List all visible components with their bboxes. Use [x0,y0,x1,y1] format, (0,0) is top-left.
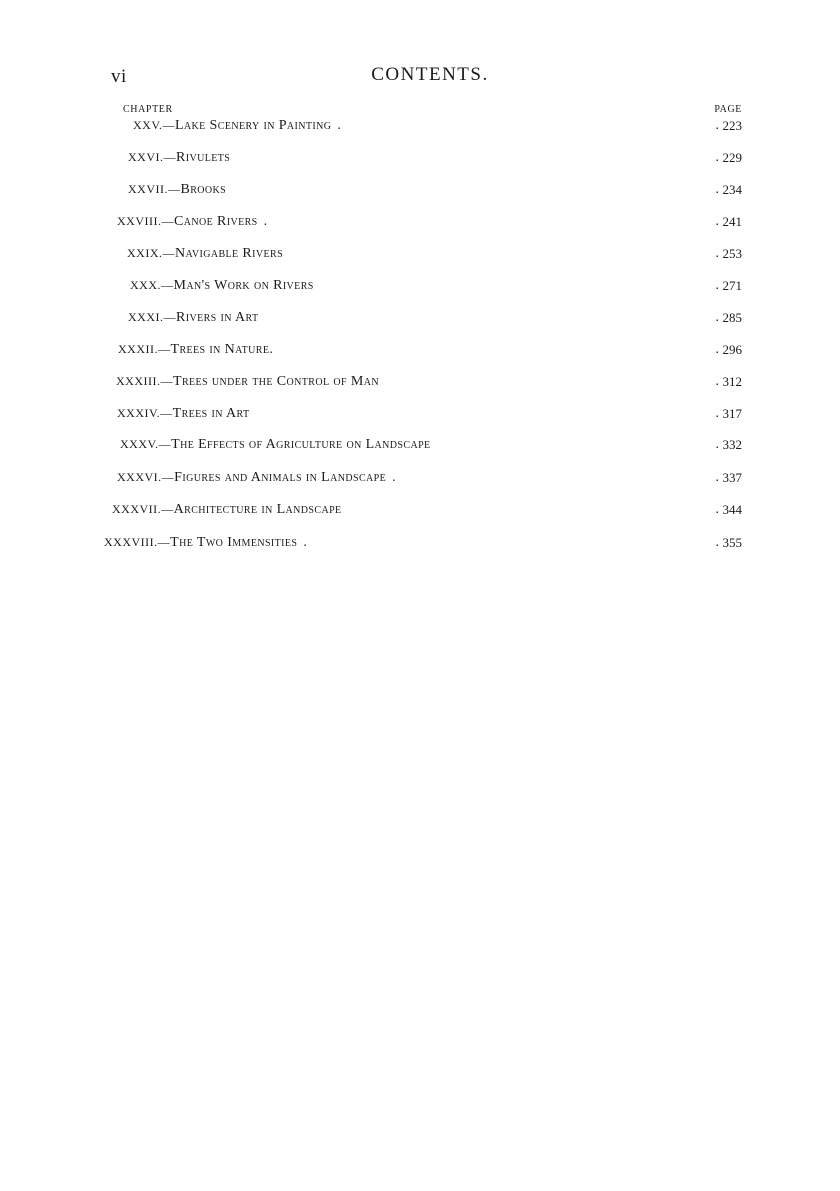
chapter-numeral-and-title [116,374,385,390]
leader-dot: . [715,374,719,389]
chapter-title: Trees in Art [172,406,250,421]
leader-dot: . [715,310,719,325]
leader-dot: . [715,150,719,165]
toc-entry [0,118,840,142]
chapter-title: The Effects of Agriculture on Landscape [171,437,431,452]
toc-entry [0,214,840,238]
chapter-title: Rivers in Art [176,310,259,325]
running-head-title: CONTENTS. [371,64,489,85]
leader-dot: . [715,406,719,421]
em-dash: — [160,406,173,420]
chapter-title: Lake Scenery in Painting [174,118,332,133]
chapter-title: The Two Immensities [170,535,298,550]
leader-dot: . [715,118,719,133]
chapter-numeral: XXVII. [128,182,168,196]
chapter-numeral: XXXIV. [117,406,161,420]
chapter-numeral: XXXVIII. [104,535,158,549]
page-number-ref: 296 [722,342,742,357]
em-dash: — [162,246,175,260]
em-dash: — [161,214,174,228]
chapter-numeral-and-title [112,502,348,518]
chapter-numeral: XXXVI. [117,470,162,484]
chapter-title: Architecture in Landscape [173,502,342,517]
title-trailing-dot: . [337,118,342,133]
chapter-numeral-and-title [117,214,268,230]
chapter-numeral: XXVIII. [117,214,162,228]
chapter-numeral-and-title [120,437,437,453]
page-number-ref: 317 [722,406,742,421]
em-dash: — [162,118,175,132]
chapter-title: Trees under the Control of Man [173,374,379,389]
toc-entry [0,470,840,494]
page-column-label: PAGE [714,104,742,115]
em-dash: — [158,342,171,356]
page-number-ref: 223 [722,118,742,133]
em-dash: — [160,374,173,388]
em-dash: — [158,437,172,451]
chapter-numeral: XXXV. [120,437,159,451]
toc-entry [0,150,840,174]
em-dash: — [163,310,176,324]
page-number-ref: 229 [722,150,742,165]
toc-entry [0,246,840,270]
chapter-numeral-and-title [128,310,265,326]
page-number-ref: 234 [722,182,742,197]
toc-entry [0,535,840,559]
page-number-ref: 271 [722,278,742,293]
chapter-title: Man's Work on Rivers [173,278,314,293]
page-number: vi [111,66,127,87]
chapter-numeral-and-title [130,278,320,294]
leader-dot: . [715,182,719,197]
chapter-title: Trees in Nature. [170,342,274,357]
leader-dot: . [715,535,719,550]
leader-dot: . [715,470,719,485]
chapter-numeral-and-title [118,342,279,358]
chapter-numeral: XXXIII. [116,374,161,388]
chapter-numeral-and-title [104,535,307,551]
title-trailing-dot: . [392,470,397,485]
page-number-ref: 337 [722,470,742,485]
page-number-ref: 241 [722,214,742,229]
page-number-ref: 332 [722,437,742,452]
em-dash: — [161,502,174,516]
title-trailing-dot: . [263,214,268,229]
chapter-numeral-and-title [128,150,236,166]
chapter-numeral: XXVI. [128,150,164,164]
chapter-title: Brooks [180,182,227,197]
chapter-numeral: XXXII. [118,342,158,356]
toc-entry [0,278,840,302]
em-dash: — [168,182,181,196]
page-number-ref: 344 [722,502,742,517]
toc-entry [0,406,840,430]
toc-entry [0,502,840,526]
chapter-numeral-and-title [117,406,256,422]
leader-dot: . [715,502,719,517]
leader-dot: . [715,437,719,452]
page-number-ref: 253 [722,246,742,261]
toc-entry [0,374,840,398]
chapter-numeral: XXX. [130,278,161,292]
chapter-title: Figures and Animals in Landscape [174,470,387,485]
em-dash: — [161,470,175,484]
em-dash: — [157,535,171,549]
chapter-title: Canoe Rivers [174,214,258,229]
leader-dot: . [715,342,719,357]
chapter-numeral-and-title [128,182,232,198]
toc-entry [0,342,840,366]
page-number-ref: 312 [722,374,742,389]
toc-entry [0,310,840,334]
chapter-numeral-and-title [133,118,341,134]
toc-entry [0,437,840,461]
leader-dot: . [715,214,719,229]
chapter-numeral: XXV. [133,118,163,132]
page-number-ref: 285 [722,310,742,325]
title-trailing-dot: . [303,535,308,550]
chapter-title: Rivulets [176,150,231,165]
page-number-ref: 355 [722,535,742,550]
chapter-numeral: XXIX. [127,246,163,260]
chapter-column-label: CHAPTER [123,104,173,115]
chapter-numeral: XXXVII. [112,502,162,516]
chapter-title: Navigable Rivers [175,246,284,261]
chapter-numeral-and-title [127,246,289,262]
chapter-numeral: XXXI. [128,310,164,324]
leader-dot: . [715,278,719,293]
toc-entry [0,182,840,206]
em-dash: — [163,150,176,164]
chapter-numeral-and-title [117,470,396,486]
em-dash: — [161,278,174,292]
leader-dot: . [715,246,719,261]
